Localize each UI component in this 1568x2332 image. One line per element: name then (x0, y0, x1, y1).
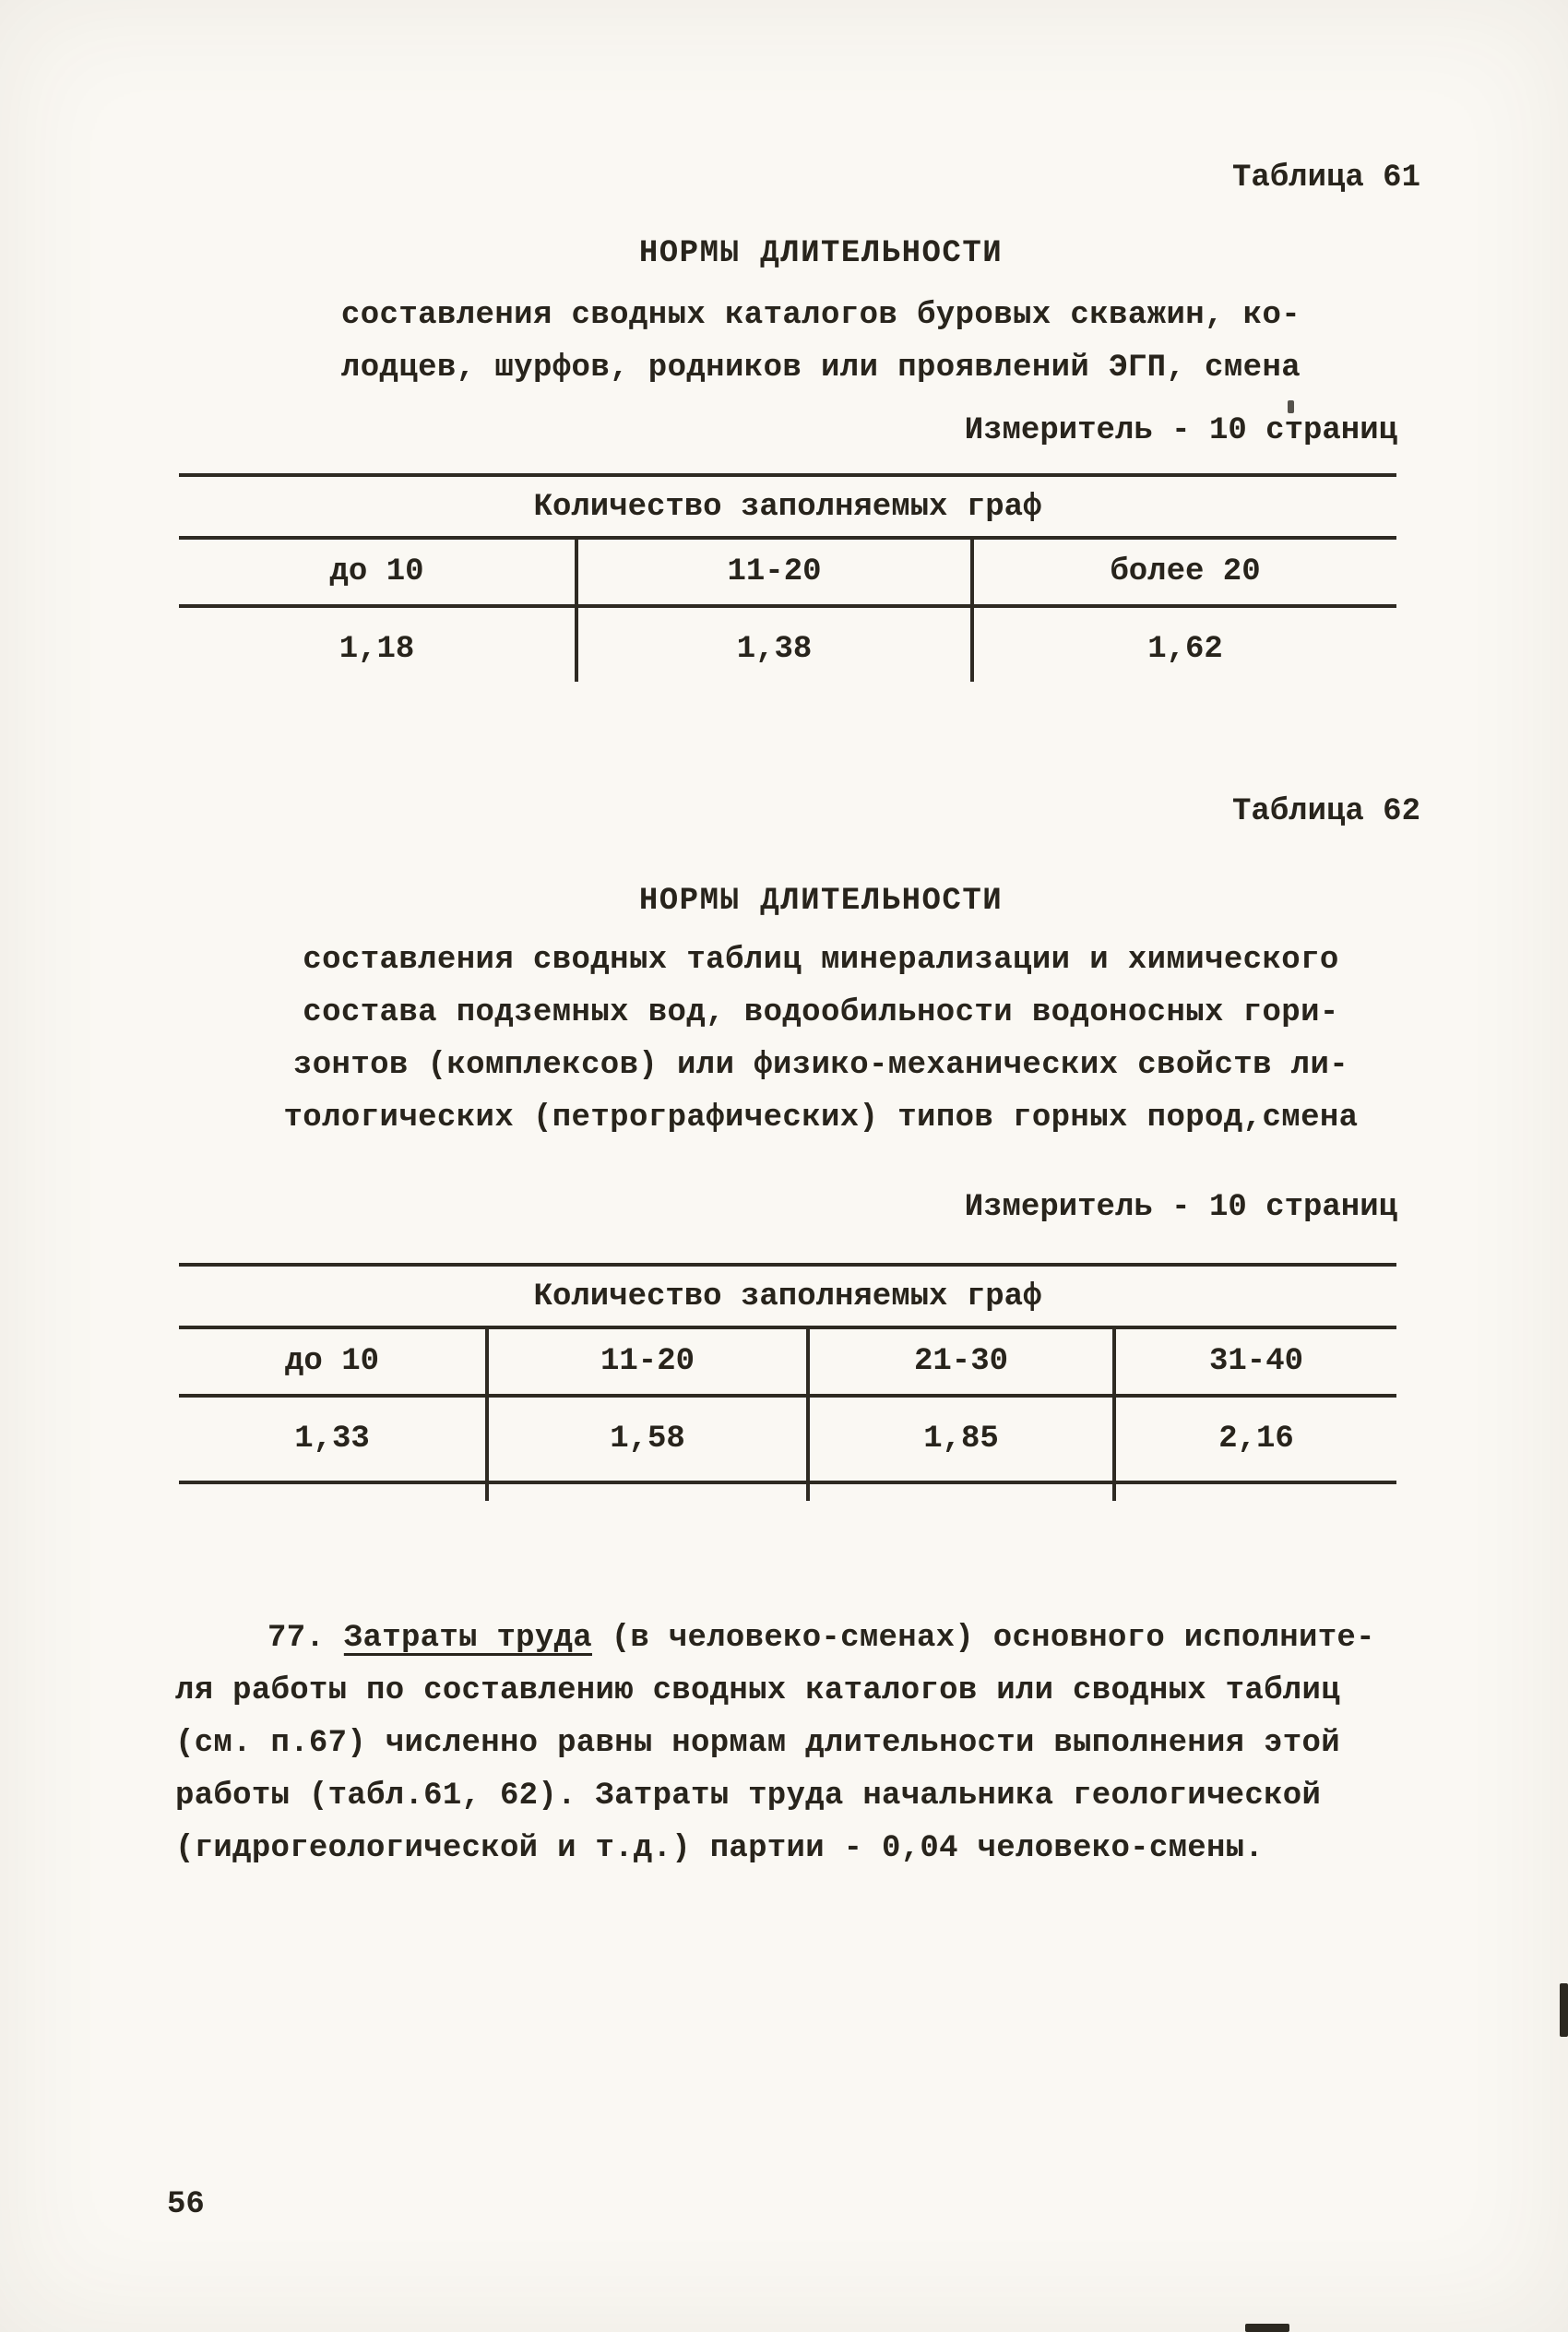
column-header: 31-40 (1112, 1329, 1396, 1394)
value-cell: 1,85 (806, 1398, 1112, 1481)
table-62-header-row (179, 1329, 1396, 1394)
table-62-values-row (179, 1398, 1396, 1481)
table-62-caption: Таблица 62 (1231, 794, 1420, 829)
paragraph-text: (в человеко-сменах) основного исполните- (591, 1621, 1375, 1656)
value-cell: 2,16 (1112, 1398, 1396, 1481)
scan-artifact (1245, 2324, 1289, 2332)
column-header: 11-20 (575, 540, 970, 604)
subtitle-line: составления сводных каталогов буровых скважин, ко- (340, 298, 1301, 333)
column-header: до 10 (284, 1344, 380, 1379)
subtitle-line: зонтов (комплексов) или физико-механических свойств ли- (292, 1048, 1349, 1083)
subtitle-line: лодцев, шурфов, родников или проявлений ЭГП, смена (340, 351, 1301, 386)
value-cell: 1,58 (485, 1398, 806, 1481)
column-header: 11-20 (485, 1329, 806, 1394)
table-62 (179, 1263, 1396, 1501)
value-cell: 1,33 (294, 1422, 370, 1457)
table-62-title: НОРМЫ ДЛИТЕЛЬНОСТИ (638, 884, 1004, 919)
value-cell: 1,62 (970, 608, 1396, 682)
subtitle-line: составления сводных таблиц минерализации и химического (303, 943, 1339, 978)
stub-cell (179, 1484, 485, 1501)
scan-artifact (1288, 400, 1294, 413)
stub-cell (1112, 1484, 1396, 1501)
table-62-border-stub (179, 1484, 1396, 1501)
table-61-caption: Таблица 61 (1231, 161, 1420, 196)
table-61-values-row (179, 608, 1396, 682)
paragraph-line: работы (табл.61, 62). Затраты труда начальника геологической (175, 1779, 1322, 1814)
table-61-header-row (179, 540, 1396, 604)
page-number: 56 (167, 2187, 205, 2222)
scan-artifact (1560, 1983, 1568, 2037)
paragraph-line: (гидрогеологической и т.д.) партии - 0,04 человеко-смены. (175, 1831, 1265, 1866)
table-61-title: НОРМЫ ДЛИТЕЛЬНОСТИ (638, 236, 1004, 271)
table-61-group-header: Количество заполняемых граф (533, 490, 1042, 525)
value-cell: 1,38 (575, 608, 970, 682)
column-header: до 10 (329, 554, 424, 589)
paragraph-number: 77. (267, 1621, 344, 1656)
paragraph-line: (см. п.67) численно равны нормам длительности выполнения этой (175, 1726, 1340, 1761)
column-header: 21-30 (806, 1329, 1112, 1394)
table-61 (179, 473, 1396, 682)
stub-cell (485, 1484, 806, 1501)
table-62-group-header: Количество заполняемых граф (533, 1279, 1042, 1315)
paragraph-77 (175, 1612, 1411, 1875)
subtitle-line: состава подземных вод, водообильности водоносных гори- (303, 995, 1339, 1030)
subtitle-line: тологических (петрографических) типов горных пород,смена (283, 1101, 1359, 1136)
table-61-subtitle (138, 290, 1503, 395)
value-cell: 1,18 (339, 632, 415, 667)
stub-cell (806, 1484, 1112, 1501)
table-62-measure: Измеритель - 10 страниц (964, 1190, 1397, 1225)
column-header: более 20 (970, 540, 1396, 604)
paragraph-line: ля работы по составлению сводных каталогов или сводных таблиц (175, 1673, 1340, 1708)
table-61-measure: Измеритель - 10 страниц (964, 413, 1397, 448)
table-62-subtitle (138, 934, 1503, 1145)
underlined-phrase: Затраты труда (343, 1621, 592, 1656)
paragraph-line (175, 1612, 1411, 1665)
